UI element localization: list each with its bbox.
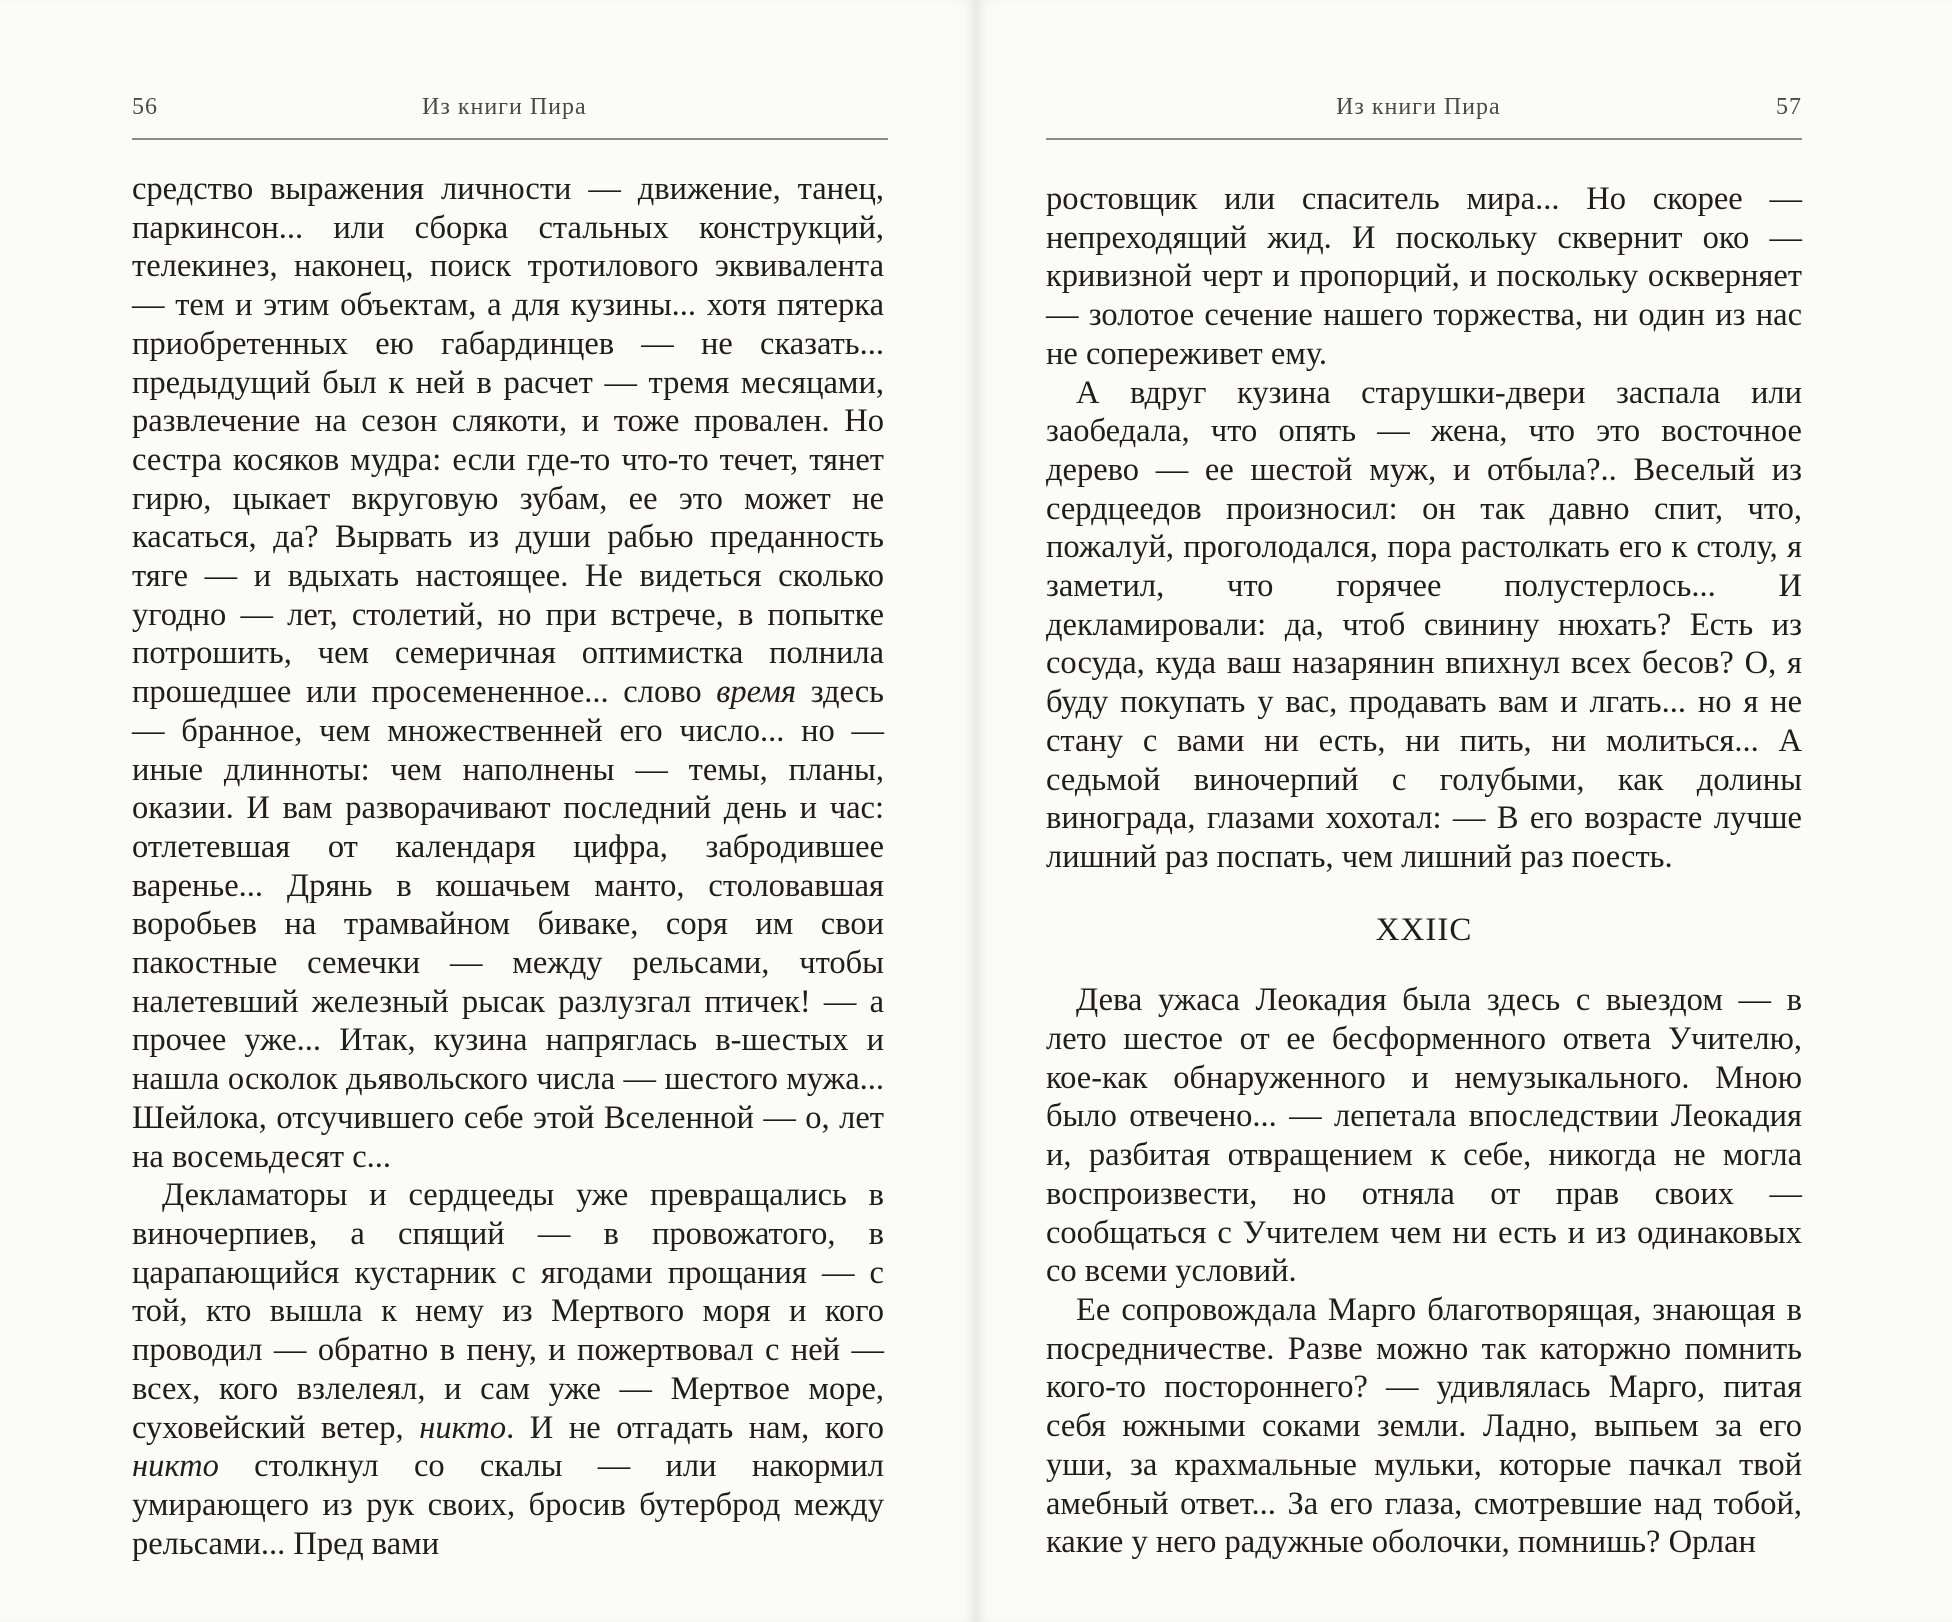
text-run: . И не отгадать нам, кого — [506, 1409, 884, 1446]
italic-word: время — [716, 674, 797, 711]
running-title-left: Из книги Пира — [422, 94, 587, 120]
paragraph: А вдруг кузина старушки-двери заспала или заобедала, что опять — жена, что это восточное дерево — ее шестой муж, и отбыла?.. Веселый из сердцеедов произносил: он так давно спит, что, пожалуй, проголодался, пора растолкать его к столу, я заметил, что горячее полустерлось... И декламировали: да, чтоб свинину нюхать? Есть из сосуда, куда ваш назарянин впихнул всех бесов? О, я буду покупать у вас, продавать вам и лгать... но я не стану с вами ни есть, ни пить, ни молиться... А седьмой виночерпий с голубыми, как долины винограда, глазами хохотал: — В его возрасте лучше лишний раз поспать, чем лишний раз поесть. — [1046, 374, 1802, 875]
page-number-right: 57 — [1776, 94, 1802, 120]
text-run: Декламаторы и сердцееды уже превращались в виночерпиев, а спящий — в провожатого, в царапающийся кустарник с ягодами прощания — с той, кто вышла к нему из Мертвого моря и кого проводил — обратно в пену, и пожертвовал с ней — всех, кого взлелеял, и сам уже — Мертвое море, суховейский ветер, — [132, 1177, 884, 1446]
right-page-header — [1046, 88, 1802, 140]
paragraph: Дева ужаса Леокадия была здесь с выездом — в лето шестое от ее бесформенного ответа Учителю, кое-как обнаруженного и немузыкального. Мною было отвечено... — лепетала впоследствии Леокадия и, разбитая отвращением к себе, никогда не могла воспроизвести, но отняла от прав своих — сообщаться с Учителем чем ни есть и из одинаковых со всеми условий. — [1046, 982, 1802, 1290]
text-run: здесь — бранное, чем множественней его число... но — иные длинноты: чем наполнены — темы, планы, оказии. И вам разворачивают последний день и час: отлетевшая от календаря цифра, забродившее варенье... Дрянь в кошачьем манто, столовавшая воробьев на трамвайном биваке, соря им свои пакостные семечки — между рельсами, чтобы налетевший железный рысак разлузгал птичек! — а прочее уже... Итак, кузина напряглась в-шестых и нашла осколок дьявольского числа — шестого мужа... Шейлока, отсучившего себе этой Вселенной — о, лет на восемьдесят с... — [132, 674, 884, 1175]
page-number-left: 56 — [132, 94, 158, 120]
italic-word: никто — [419, 1409, 507, 1446]
text-run: столкнул со скалы — или накормил умирающего из рук своих, бросив бутерброд между рельсами... Пред вами — [132, 1448, 884, 1562]
right-page — [976, 0, 1952, 1622]
running-title-right: Из книги Пира — [1336, 94, 1501, 120]
paragraph — [132, 1176, 884, 1563]
paragraph — [132, 170, 884, 1176]
paragraph: ростовщик или спаситель мира... Но скорее — непреходящий жид. И поскольку сквернит око — кривизной черт и пропорций, и поскольку оскверняет — золотое сечение нашего торжества, ни один из нас не сопереживет ему. — [1046, 181, 1802, 372]
left-page-header — [132, 88, 888, 140]
section-heading: XXIIC — [1375, 911, 1473, 948]
left-page-body — [132, 170, 884, 1563]
italic-word: никто — [132, 1448, 219, 1485]
paragraph: Ее сопровождала Марго благотворящая, знающая в посредничестве. Разве можно так каторжно помнить кого-то постороннего? — удивлялась Марго, питая себя южными соками земли. Ладно, выпьем за его уши, за крахмальные мульки, которые пачкал твой амебный ответ... За его глаза, смотревшие над тобой, какие у него радужные оболочки, помнишь? Орлан — [1046, 1291, 1802, 1561]
text-run: средство выражения личности — движение, танец, паркинсон... или сборка стальных конструкций, телекинез, наконец, поиск тротилового эквивалента — тем и этим объектам, а для кузины... хотя пятерка приобретенных ею габардинцев — не сказать... предыдущий был к ней в расчет — тремя месяцами, развлечение на сезон слякоти, и тоже провален. Но сестра косяков мудра: если где-то что-то течет, тянет гирю, цыкает вкруговую зубам, ее это может не касаться, да? Вырвать из души рабью преданность тяге — и вдыхать настоящее. Не видеться сколько угодно — лет, столетий, но при встрече, в попытке потрошить, чем семеричная оптимистка полнила прошедшее или просемененное... слово — [132, 171, 884, 711]
right-page-body — [1046, 180, 1802, 1562]
